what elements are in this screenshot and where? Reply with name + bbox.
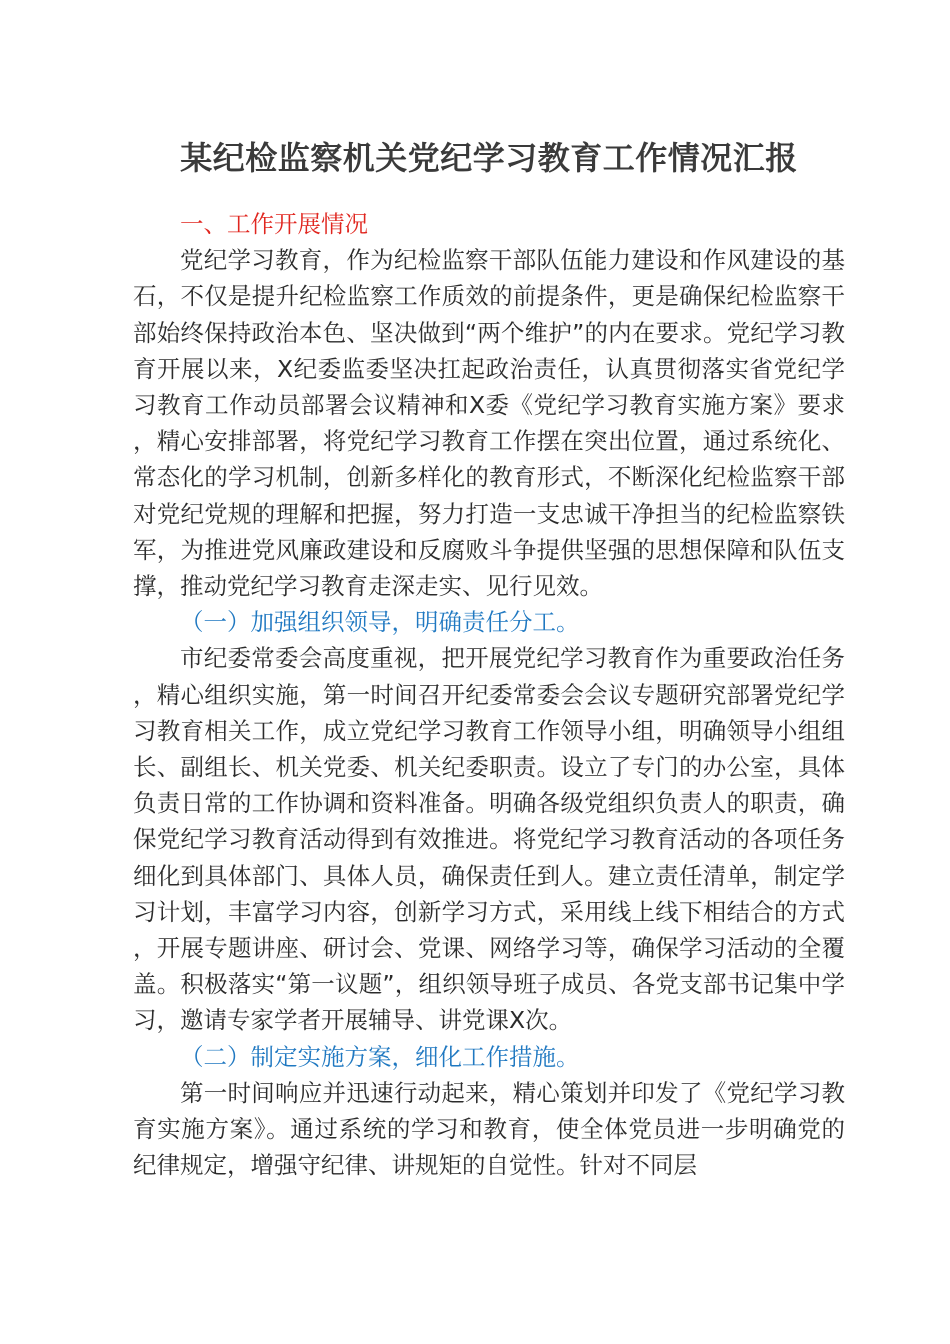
subsection-implementation-paragraph: 第一时间响应并迅速行动起来，精心策划并印发了《党纪学习教育实施方案》。通过系统的学习和教育，使全体党员进一步明确党的纪律规定，增强守纪律、讲规矩的自觉性。针对不同层: [133, 1078, 845, 1180]
document-body: [133, 136, 845, 1183]
section-intro-paragraph: 党纪学习教育，作为纪检监察干部队伍能力建设和作风建设的基石，不仅是提升纪检监察工作质效的前提条件，更是确保纪检监察干部始终保持政治本色、坚决做到“两个维护”的内在要求。党纪学习教育开展以来，X纪委监委坚决扛起政治责任，认真贯彻落实省党纪学习教育工作动员部署会议精神和X委《党纪学习教育实施方案》要求，精心安排部署，将党纪学习教育工作摆在突出位置，通过系统化、常态化的学习机制，创新多样化的教育形式，不断深化纪检监察干部对党纪党规的理解和把握，努力打造一支忠诚干净担当的纪检监察铁军，为推进党风廉政建设和反腐败斗争提供坚强的思想保障和队伍支撑，推动党纪学习教育走深走实、见行见效。: [133, 246, 845, 601]
subsection-heading-organization: （一）加强组织领导，明确责任分工。: [180, 608, 580, 637]
subsection-heading-implementation-plan: （二）制定实施方案，细化工作措施。: [180, 1042, 580, 1071]
section-heading-work-progress: 一、工作开展情况: [180, 210, 368, 238]
subsection-organization-paragraph: 市纪委常委会高度重视，把开展党纪学习教育作为重要政治任务，精心组织实施，第一时间召开纪委常委会会议专题研究部署党纪学习教育相关工作，成立党纪学习教育工作领导小组，明确领导小组组长、副组长、机关党委、机关纪委职责。设立了专门的办公室，具体负责日常的工作协调和资料准备。明确各级党组织负责人的职责，确保党纪学习教育活动得到有效推进。将党纪学习教育活动的各项任务细化到具体部门、具体人员，确保责任到人。建立责任清单，制定学习计划，丰富学习内容，创新学习方式，采用线上线下相结合的方式，开展专题讲座、研讨会、党课、网络学习等，确保学习活动的全覆盖。积极落实“第一议题”，组织领导班子成员、各党支部书记集中学习，邀请专家学者开展辅导、讲党课X次。: [133, 644, 845, 1035]
document-title: 某纪检监察机关党纪学习教育工作情况汇报: [180, 139, 798, 177]
